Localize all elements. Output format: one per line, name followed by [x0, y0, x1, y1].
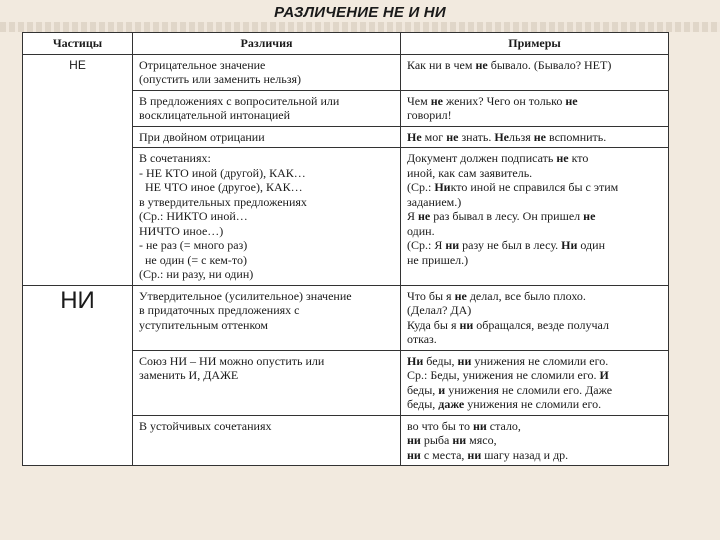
example-bold-particle: ни: [407, 447, 421, 462]
example-line: [407, 166, 662, 181]
example-line: [407, 368, 662, 383]
example-line: [407, 108, 662, 123]
example-bold-particle: ни: [445, 238, 460, 252]
example-cell: [401, 415, 669, 466]
comparison-table: [22, 32, 669, 466]
example-bold-particle: даже: [438, 397, 465, 411]
example-line: [407, 383, 662, 398]
example-bold-particle: не: [475, 57, 488, 72]
difference-line: В сочетаниях:: [139, 151, 211, 165]
difference-cell: [133, 126, 401, 148]
page-title: РАЗЛИЧЕНИЕ НЕ И НИ: [274, 4, 446, 21]
example-text: кто иной не справился бы с этим: [450, 180, 619, 194]
example-text: говорил!: [407, 108, 452, 122]
example-bold-particle: не: [556, 151, 569, 165]
example-cell: [401, 126, 669, 148]
example-text: иной, как сам заявитель.: [407, 165, 533, 180]
example-text: отказ.: [407, 332, 437, 346]
example-line: [407, 332, 662, 347]
example-text: мог: [421, 129, 447, 144]
example-text: стало,: [486, 418, 521, 433]
table-row: [23, 54, 669, 90]
example-text: (Ср.: Я: [407, 238, 446, 252]
example-text: Ср.: Беды, унижения не сломили его.: [407, 368, 600, 382]
example-line: [407, 209, 662, 224]
example-text: мясо,: [466, 433, 497, 447]
difference-line: При двойном отрицании: [139, 129, 265, 144]
difference-cell: [133, 148, 401, 286]
difference-cell: [133, 415, 401, 466]
difference-line: - не раз (= много раз): [139, 238, 248, 252]
difference-line: заменить И, ДАЖЕ: [139, 368, 239, 382]
example-bold-particle: и: [438, 382, 446, 397]
example-line: [407, 289, 662, 304]
example-bold-particle: Ни: [434, 180, 451, 194]
example-text: обращался, везде получал: [473, 317, 609, 332]
example-bold-particle: Ни: [561, 238, 578, 252]
example-bold-particle: не: [583, 209, 596, 223]
example-cell: [401, 350, 669, 415]
difference-line: НЕ ЧТО иное (другое), КАК…: [139, 180, 303, 194]
example-text: льзя: [509, 129, 534, 144]
example-cell: [401, 285, 669, 350]
example-line: [407, 448, 662, 463]
header-differences: Различия: [133, 33, 401, 55]
example-text: (Делал? ДА): [407, 303, 472, 317]
example-text: не пришел.): [407, 252, 469, 267]
example-text: беды,: [407, 382, 439, 397]
example-cell: [401, 54, 669, 90]
difference-line: (Ср.: ни разу, ни один): [139, 267, 254, 281]
example-bold-particle: ни: [407, 433, 421, 447]
example-bold-particle: Не: [494, 129, 510, 144]
difference-line: В устойчивых сочетаниях: [139, 418, 272, 433]
example-bold-particle: не: [430, 93, 443, 108]
example-bold-particle: ни: [472, 418, 487, 433]
example-text: унижения не сломили его.: [464, 397, 602, 411]
example-bold-particle: ни: [452, 433, 467, 447]
example-line: [407, 224, 662, 239]
difference-line: восклицательной интонацией: [139, 108, 291, 122]
header-row: [23, 33, 669, 55]
example-text: рыба: [420, 433, 453, 447]
example-text: унижения не сломили его. Даже: [445, 382, 613, 397]
header-particles: Частицы: [23, 33, 133, 55]
example-text: один.: [407, 223, 435, 238]
example-text: заданием.): [407, 194, 462, 209]
difference-line: - НЕ КТО иной (другой), КАК…: [139, 165, 306, 180]
difference-line: Утвердительное (усилительное) значение: [139, 288, 352, 303]
example-text: Чем: [407, 93, 431, 108]
example-line: [407, 303, 662, 318]
difference-line: в придаточных предложениях с: [139, 303, 300, 317]
example-line: [407, 94, 662, 109]
difference-line: НИЧТО иное…): [139, 223, 224, 238]
difference-line: В предложениях с вопросительной или: [139, 93, 340, 108]
example-text: кто: [568, 151, 589, 165]
difference-cell: [133, 350, 401, 415]
example-line: [407, 253, 662, 268]
difference-line: Отрицательное значение: [139, 57, 266, 72]
difference-line: (Ср.: НИКТО иной…: [139, 209, 248, 223]
example-bold-particle: И: [599, 368, 609, 382]
example-text: (Ср.:: [407, 180, 435, 194]
example-line: [407, 397, 662, 412]
example-text: Документ должен подписать: [407, 151, 557, 165]
example-text: Что бы я: [407, 288, 455, 303]
example-line: [407, 238, 662, 253]
example-bold-particle: не: [418, 209, 431, 223]
example-bold-particle: ни: [457, 353, 472, 368]
example-bold-particle: ни: [467, 447, 482, 462]
example-bold-particle: ни: [459, 317, 474, 332]
example-line: [407, 354, 662, 369]
example-text: бывало. (Бывало? НЕТ): [487, 57, 612, 72]
difference-line: уступительным оттенком: [139, 317, 269, 332]
difference-cell: [133, 54, 401, 90]
example-bold-particle: не: [565, 93, 578, 108]
example-line: [407, 433, 662, 448]
example-text: знать.: [458, 129, 495, 144]
difference-line: в утвердительных предложениях: [139, 194, 307, 209]
particle-ne: НЕ: [23, 54, 133, 285]
example-text: унижения не сломили его.: [471, 353, 609, 368]
example-cell: [401, 90, 669, 126]
example-text: Я: [407, 209, 419, 223]
example-line: [407, 151, 662, 166]
example-line: [407, 130, 662, 145]
example-text: во что бы то: [407, 418, 473, 433]
example-text: жених? Чего он только: [442, 93, 566, 108]
example-text: делал, все было плохо.: [466, 288, 586, 303]
example-text: беды,: [407, 397, 439, 411]
example-text: разу не был в лесу.: [459, 238, 562, 252]
example-line: [407, 318, 662, 333]
example-text: шагу назад и др.: [481, 447, 569, 462]
example-cell: [401, 148, 669, 286]
example-text: один: [577, 238, 605, 252]
table-row: [23, 285, 669, 350]
example-bold-particle: не: [454, 288, 467, 303]
example-text: с места,: [420, 447, 468, 462]
example-bold-particle: Ни: [407, 353, 424, 368]
example-bold-particle: не: [446, 129, 459, 144]
example-text: вспомнить.: [546, 129, 607, 144]
example-line: [407, 58, 662, 73]
difference-cell: [133, 90, 401, 126]
example-line: [407, 195, 662, 210]
example-text: беды,: [423, 353, 458, 368]
decorative-strip: [0, 22, 720, 32]
example-line: [407, 419, 662, 434]
example-text: раз бывал в лесу. Он пришел: [430, 209, 584, 223]
particle-ni: НИ: [23, 285, 133, 466]
difference-line: (опустить или заменить нельзя): [139, 72, 301, 86]
example-bold-particle: не: [533, 129, 546, 144]
example-line: [407, 180, 662, 195]
example-bold-particle: Не: [407, 129, 422, 144]
example-text: Куда бы я: [407, 317, 460, 332]
header-examples: Примеры: [401, 33, 669, 55]
example-text: Как ни в чем: [407, 57, 476, 72]
difference-line: не один (= с кем-то): [139, 252, 247, 267]
difference-line: Союз НИ – НИ можно опустить или: [139, 353, 325, 368]
difference-cell: [133, 285, 401, 350]
